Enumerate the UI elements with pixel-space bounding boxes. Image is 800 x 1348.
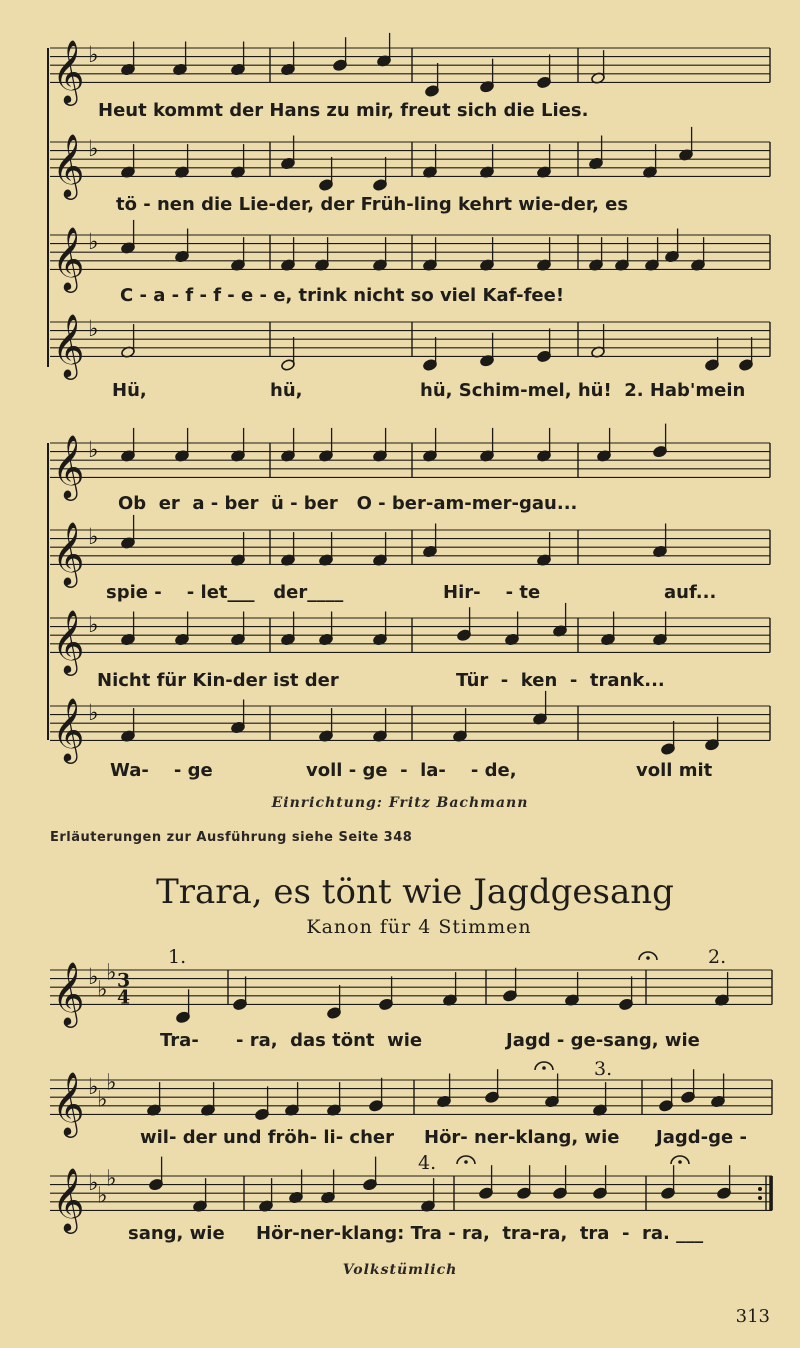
lyric-line-4c: hü, Schim-mel, hü! 2. Hab'mein (420, 380, 746, 401)
lyric-line-1: Heut kommt der Hans zu mir, freut sich die Lies. (98, 100, 589, 121)
lower-staff-0-treble-clef: 𝄞 (52, 961, 85, 1026)
lower-staff-1-flat-sign: ♭ (97, 1086, 108, 1113)
repeat-dot (758, 1196, 762, 1200)
upper-staff-5-flat-sign: ♭ (88, 523, 99, 550)
upper-staff-6-flat-sign: ♭ (88, 611, 99, 638)
song-lyric-1c: Jagd - ge-sang, wie (506, 1030, 700, 1051)
lyric-line-8b: voll - ge - la- - de, (306, 760, 517, 781)
lower-staff-2-flat-sign: ♭ (88, 1169, 99, 1196)
upper-staff-2-flat-sign: ♭ (88, 228, 99, 255)
fermata-dot (678, 1160, 682, 1164)
lyric-line-7b: Tür - ken - trank... (456, 670, 665, 691)
song-lyric-2a: wil- der und fröh- li- cher (140, 1127, 394, 1148)
lower-staff-1-flat-sign: ♭ (106, 1069, 117, 1096)
lower-staff-2-treble-clef: 𝄞 (52, 1167, 85, 1232)
lower-staff-0-flat-sign: ♭ (88, 963, 99, 990)
lyric-line-3: C - a - f - f - e - e, trink nicht so viel Kaf-fee! (120, 285, 565, 306)
voice-mark-4: 4. (418, 1152, 437, 1174)
lyric-line-7a: Nicht für Kin-der ist der (97, 670, 339, 691)
voice-mark-2: 2. (708, 946, 727, 968)
upper-staff-0-treble-clef: 𝄞 (52, 39, 85, 104)
fermata-dot (464, 1160, 468, 1164)
lyric-line-4b: hü, (270, 380, 303, 401)
upper-staff-5-treble-clef: 𝄞 (52, 521, 85, 586)
upper-staff-3-treble-clef: 𝄞 (52, 313, 85, 378)
lyric-line-4a: Hü, (112, 380, 147, 401)
song-lyric-1b: - ra, das tönt wie (236, 1030, 423, 1051)
arrangement-credit: Einrichtung: Fritz Bachmann (271, 795, 529, 811)
lyric-line-6b: Hir- - te (443, 582, 541, 603)
page-number: 313 (735, 1306, 770, 1327)
lower-staff-0-flat-sign: ♭ (106, 959, 117, 986)
lower-staff-1-flat-sign: ♭ (88, 1073, 99, 1100)
lyric-line-6a: spie - - let___ der____ (106, 582, 344, 603)
song-lyric-1a: Tra- (160, 1030, 199, 1051)
upper-staff-4-treble-clef: 𝄞 (52, 434, 85, 499)
fermata-dot (542, 1066, 546, 1070)
upper-staff-1-treble-clef: 𝄞 (52, 133, 85, 198)
song-lyric-3b: Hör-ner-klang: Tra - ra, tra-ra, tra - ra. ___ (256, 1223, 704, 1244)
song-credit: Volkstümlich (342, 1262, 458, 1278)
upper-staff-0-flat-sign: ♭ (88, 41, 99, 68)
lower-staff-0-time-top: 3 (117, 969, 131, 992)
song-subtitle: Kanon für 4 Stimmen (306, 916, 532, 938)
voice-mark-3: 3. (594, 1058, 613, 1080)
upper-staff-2-treble-clef: 𝄞 (52, 226, 85, 291)
upper-staff-6-treble-clef: 𝄞 (52, 609, 85, 674)
lyric-line-2: tö - nen die Lie-der, der Früh-ling kehrt wie-der, es (116, 194, 629, 215)
performance-note: Erläuterungen zur Ausführung siehe Seite 348 (50, 830, 413, 845)
lyric-line-5: Ob er a - ber ü - ber O - ber-am-mer-gau... (118, 493, 578, 514)
song-lyric-2b: Hör- ner-klang, wie (424, 1127, 620, 1148)
repeat-dot (758, 1187, 762, 1191)
lower-staff-0-flat-sign: ♭ (97, 976, 108, 1003)
voice-mark-1: 1. (168, 946, 187, 968)
upper-staff-7-flat-sign: ♭ (88, 699, 99, 726)
song-lyric-2c: Jagd-ge - (656, 1127, 747, 1148)
song-title: Trara, es tönt wie Jagdgesang (156, 872, 674, 912)
upper-staff-7-treble-clef: 𝄞 (52, 697, 85, 762)
lyric-line-8c: voll mit (636, 760, 713, 781)
lower-staff-0-time-bottom: 4 (117, 986, 131, 1009)
lower-staff-2-flat-sign: ♭ (97, 1182, 108, 1209)
upper-staff-1-flat-sign: ♭ (88, 135, 99, 162)
lyric-line-8a: Wa- - ge (110, 760, 213, 781)
song-lyric-3a: sang, wie (128, 1223, 225, 1244)
fermata-dot (646, 956, 650, 960)
lyric-line-6c: auf... (664, 582, 717, 603)
upper-staff-3-flat-sign: ♭ (88, 315, 99, 342)
lower-staff-1-treble-clef: 𝄞 (52, 1071, 85, 1136)
lower-staff-2-flat-sign: ♭ (106, 1165, 117, 1192)
upper-staff-4-flat-sign: ♭ (88, 436, 99, 463)
